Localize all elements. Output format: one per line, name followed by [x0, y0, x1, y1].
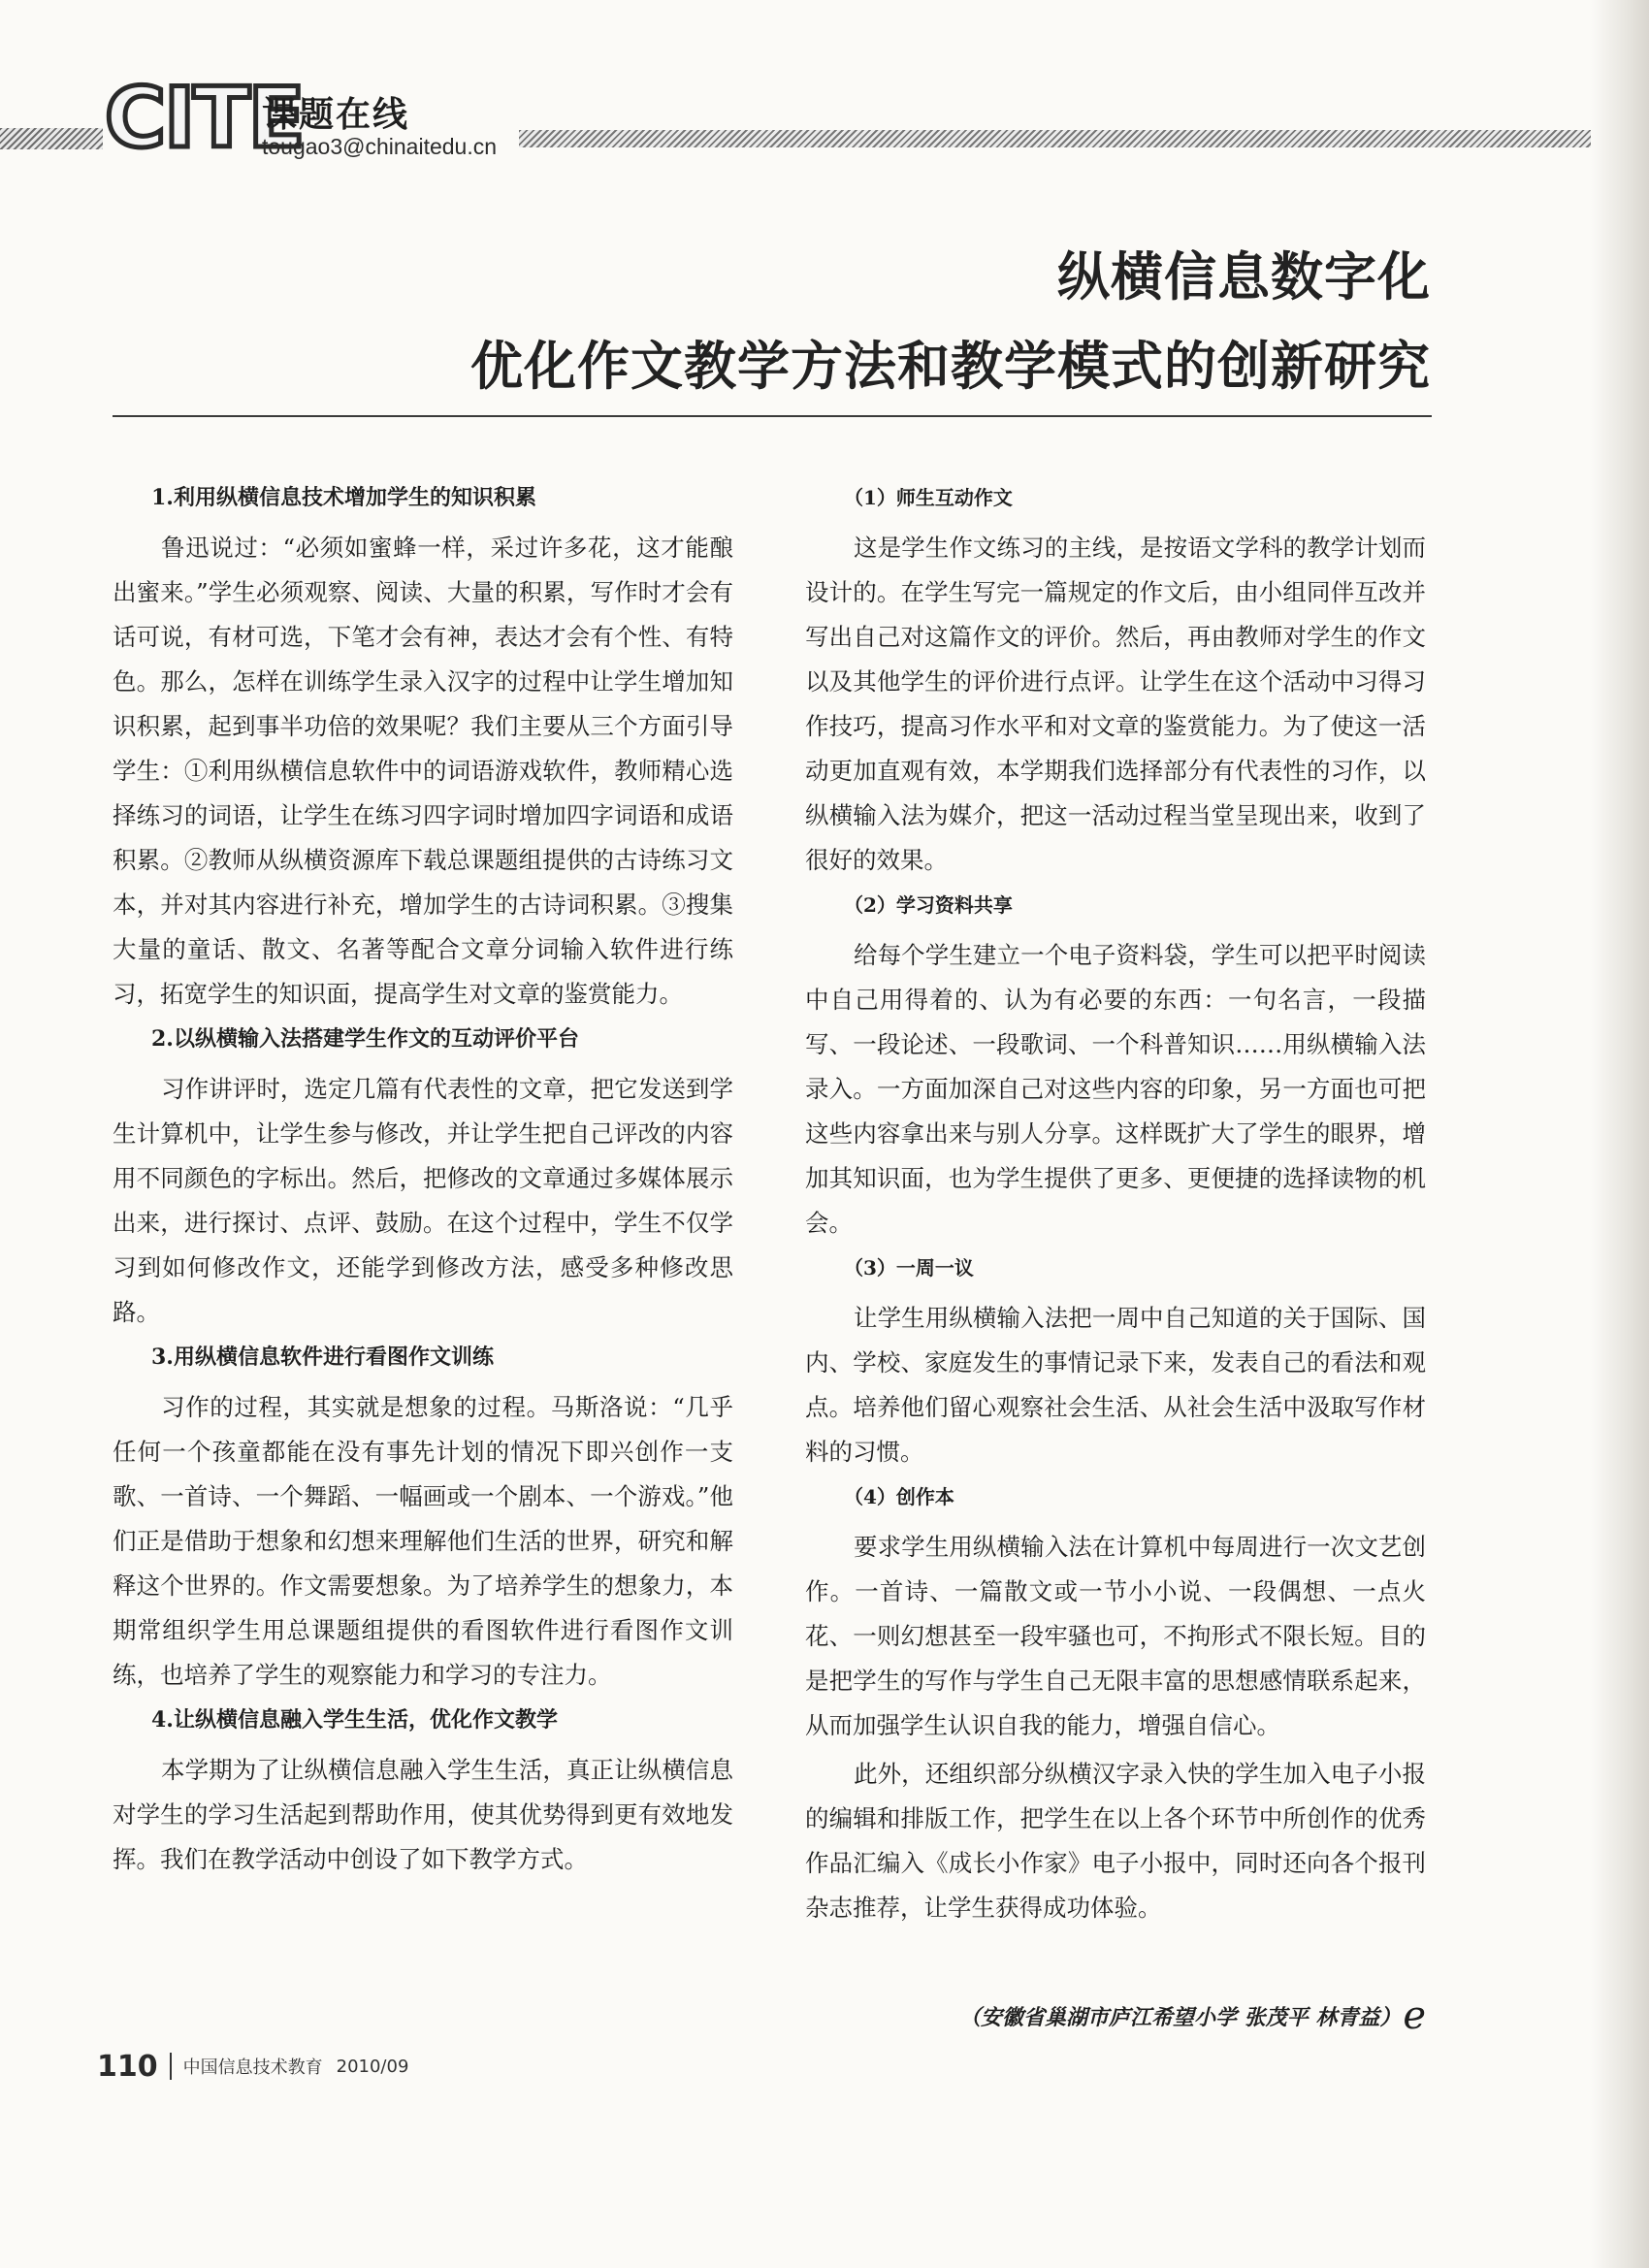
- section-heading: 4.让纵横信息融入学生生活，优化作文教学: [151, 1707, 558, 1733]
- subsection-heading: （3）一周一议: [844, 1256, 974, 1280]
- title-divider: [113, 415, 1432, 417]
- section-heading: 1.利用纵横信息技术增加学生的知识积累: [151, 485, 536, 510]
- subsection-heading: （1）师生互动作文: [844, 486, 1013, 509]
- section-heading: 2.以纵横输入法搭建学生作文的互动评价平台: [151, 1026, 579, 1052]
- issue-number: 2010/09: [336, 2056, 409, 2077]
- author-affiliation: （安徽省巢湖市庐江希望小学 张茂平 林青益）: [959, 2005, 1402, 2030]
- footer-separator: [170, 2053, 172, 2080]
- paragraph: 让学生用纵横输入法把一周中自己知道的关于国际、国内、学校、家庭发生的事情记录下来，发表自己的看法和观点。培养他们留心观察社会生活、从社会生活中汲取写作材料的习惯。: [805, 1304, 1426, 1466]
- right-column: [805, 475, 1426, 1934]
- page-footer: [97, 2047, 408, 2086]
- paragraph: 要求学生用纵横输入法在计算机中每周进行一次文艺创作。一首诗、一篇散文或一节小小说、一段偶想、一点火花、一则幻想甚至一段牢骚也可，不拘形式不限长短。目的是把学生的写作与学生自己无限丰富的思想感情联系起来，从而加强学生认识自我的能力，增强自信心。: [805, 1533, 1426, 1739]
- section-heading: 3.用纵横信息软件进行看图作文训练: [151, 1345, 494, 1370]
- paragraph: 习作的过程，其实就是想象的过程。马斯洛说：“几乎任何一个孩童都能在没有事先计划的情况下即兴创作一支歌、一首诗、一个舞蹈、一幅画或一个剧本、一个游戏。”他们正是借助于想象和幻想来理解他们生活的世界，研究和解释这个世界的。作文需要想象。为了培养学生的想象力，本期常组织学生用总课题组提供的看图软件进行看图作文训练，也培养了学生的观察能力和学习的专注力。: [113, 1393, 733, 1689]
- left-column: [113, 475, 733, 1882]
- page-number: 110: [97, 2049, 158, 2084]
- end-mark: e: [1403, 1993, 1426, 2038]
- article-title: [470, 233, 1431, 411]
- scan-edge: [1591, 0, 1649, 2268]
- author-signature: [959, 1993, 1426, 2038]
- subsection-heading: （4）创作本: [844, 1485, 954, 1508]
- paragraph: 习作讲评时，选定几篇有代表性的文章，把它发送到学生计算机中，让学生参与修改，并让学生把自己评改的内容用不同颜色的字标出。然后，把修改的文章通过多媒体展示出来，进行探讨、点评、鼓励。在这个过程中，学生不仅学习到如何修改作文，还能学到修改方法，感受多种修改思路。: [113, 1075, 733, 1326]
- title-line-2: 优化作文教学方法和教学模式的创新研究: [470, 336, 1431, 397]
- cite-logo: CITE: [105, 70, 304, 167]
- header-hatch-right: [519, 130, 1605, 147]
- paragraph: 给每个学生建立一个电子资料袋，学生可以把平时阅读中自己用得着的、认为有必要的东西：一句名言，一段描写、一段论述、一段歌词、一个科普知识……用纵横输入法录入。一方面加深自己对这些内容的印象，另一方面也可把这些内容拿出来与别人分享。这样既扩大了学生的眼界，增加其知识面，也为学生提供了更多、更便捷的选择读物的机会。: [805, 941, 1426, 1237]
- paragraph: 此外，还组织部分纵横汉字录入快的学生加入电子小报的编辑和排版工作，把学生在以上各个环节中所创作的优秀作品汇编入《成长小作家》电子小报中，同时还向各个报刊杂志推荐，让学生获得成功体验。: [805, 1760, 1426, 1922]
- submission-email: tougao3@chinaitedu.cn: [262, 134, 498, 159]
- page-header: [0, 70, 1649, 167]
- header-hatch-left: [0, 128, 103, 149]
- paragraph: 本学期为了让纵横信息融入学生生活，真正让纵横信息对学生的学习生活起到帮助作用，使其优势得到更有效地发挥。我们在教学活动中创设了如下教学方式。: [113, 1756, 733, 1873]
- paragraph: 鲁迅说过：“必须如蜜蜂一样，采过许多花，这才能酿出蜜来。”学生必须观察、阅读、大量的积累，写作时才会有话可说，有材可选，下笔才会有神，表达才会有个性、有特色。那么，怎样在训练学生录入汉字的过程中让学生增加知识积累，起到事半功倍的效果呢？我们主要从三个方面引导学生：①利用纵横信息软件中的词语游戏软件，教师精心选择练习的词语，让学生在练习四字词时增加四字词语和成语积累。②教师从纵横资源库下载总课题组提供的古诗练习文本，并对其内容进行补充，增加学生的古诗词积累。③搜集大量的童话、散文、名著等配合文章分词输入软件进行练习，拓宽学生的知识面，提高学生对文章的鉴赏能力。: [113, 534, 733, 1008]
- journal-name: 中国信息技术教育: [182, 2057, 323, 2078]
- subsection-heading: （2）学习资料共享: [844, 893, 1013, 917]
- paragraph: 这是学生作文练习的主线，是按语文学科的教学计划而设计的。在学生写完一篇规定的作文后，由小组同伴互改并写出自己对这篇作文的评价。然后，再由教师对学生的作文以及其他学生的评价进行点评。让学生在这个活动中习得习作技巧，提高习作水平和对文章的鉴赏能力。为了使这一活动更加直观有效，本学期我们选择部分有代表性的习作，以纵横输入法为媒介，把这一活动过程当堂呈现出来，收到了很好的效果。: [805, 534, 1426, 874]
- title-line-1: 纵横信息数字化: [1057, 246, 1431, 308]
- section-label: 课题在线: [262, 95, 410, 135]
